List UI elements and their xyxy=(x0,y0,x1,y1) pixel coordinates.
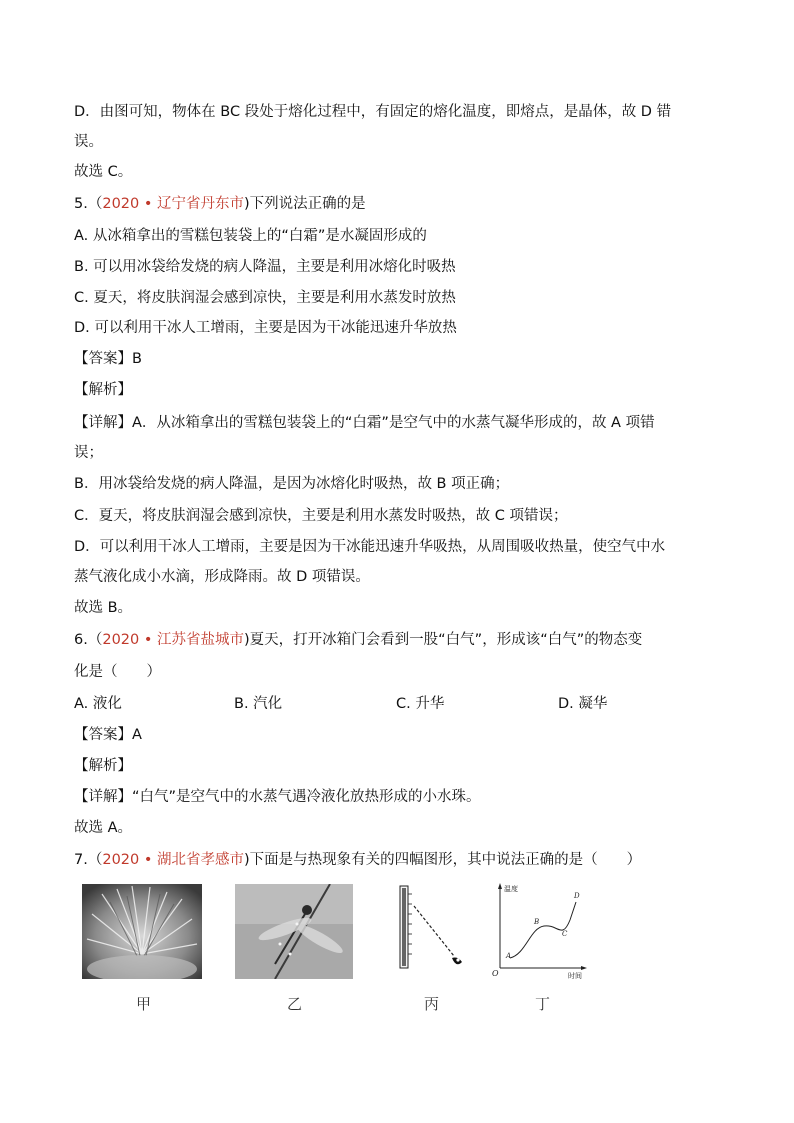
question-5-stem xyxy=(74,194,734,214)
q6-analysis-heading: 【解析】 xyxy=(74,758,132,774)
q6-option-b: B. 汽化 xyxy=(234,696,283,712)
question-number: 6.（ xyxy=(74,632,103,648)
q5-analysis-heading: 【解析】 xyxy=(74,382,132,398)
temperature-time-graph xyxy=(488,880,588,982)
graph-xlabel: 时间 xyxy=(568,972,582,980)
q5-detail-line5: D．可以利用干冰人工增雨，主要是因为干冰能迅速升华吸热，从周围吸收热量，使空气中水 xyxy=(74,539,666,555)
q5-detail-line3: B．用冰袋给发烧的病人降温，是因为冰熔化时吸热，故 B 项正确； xyxy=(74,476,510,492)
q5-option-a: A. 从冰箱拿出的雪糕包装袋上的“白霜”是水凝固形成的 xyxy=(74,228,427,244)
source-tag: 2020 • 湖北省孝感市 xyxy=(102,852,245,868)
graph-point-d: D xyxy=(574,892,580,900)
q5-selection: 故选 B。 xyxy=(74,600,133,616)
prev-selection: 故选 C。 xyxy=(74,164,133,180)
q6-selection: 故选 A。 xyxy=(74,820,133,836)
question-number: 7.（ xyxy=(74,852,103,868)
question-text: )下列说法正确的是 xyxy=(244,196,366,212)
question-text: )下面是与热现象有关的四幅图形，其中说法正确的是（ ） xyxy=(244,852,642,868)
figure-caption-jia: 甲 xyxy=(136,995,152,1013)
graph-point-a: A xyxy=(506,952,512,960)
figure-caption-ding: 丁 xyxy=(535,995,551,1013)
graph-ylabel: 温度 xyxy=(504,885,518,893)
question-7-stem xyxy=(74,850,734,870)
graph-point-c: C xyxy=(562,930,568,938)
q5-detail-line2: 误； xyxy=(74,445,103,461)
prev-answer-d-line1: D．由图可知，物体在 BC 段处于熔化过程中，有固定的熔化温度，即熔点，是晶体，故 D 错 xyxy=(74,104,672,120)
q5-detail-line6: 蒸气液化成小水滴，形成降雨。故 D 项错误。 xyxy=(74,569,370,585)
figure-caption-yi: 乙 xyxy=(287,995,303,1013)
q6-option-d: D. 凝华 xyxy=(558,696,608,712)
figure-caption-bing: 丙 xyxy=(424,995,440,1013)
q6-option-c: C. 升华 xyxy=(396,696,445,712)
question-text: )夏天，打开冰箱门会看到一股“白气”，形成该“白气”的物态变 xyxy=(244,632,643,648)
q5-option-b: B. 可以用冰袋给发烧的病人降温，主要是利用冰熔化时吸热 xyxy=(74,259,456,275)
prev-answer-d-line2: 误。 xyxy=(74,134,103,150)
dragonfly-dew-photo xyxy=(235,884,353,979)
source-tag: 2020 • 辽宁省丹东市 xyxy=(102,196,245,212)
thermometer-eye-diagram xyxy=(392,884,482,979)
q5-detail-line4: C．夏天，将皮肤润湿会感到凉快，主要是利用水蒸发时吸热，故 C 项错误； xyxy=(74,508,568,524)
q6-option-a: A. 液化 xyxy=(74,696,122,712)
q5-detail-line1: 【详解】A．从冰箱拿出的雪糕包装袋上的“白霜”是空气中的水蒸气凝华形成的，故 A 项错 xyxy=(74,415,655,431)
q5-option-d: D. 可以利用干冰人工增雨，主要是因为干冰能迅速升华放热 xyxy=(74,320,457,336)
graph-origin: O xyxy=(492,969,499,978)
question-6-stem-line2: 化是（ ） xyxy=(74,664,161,680)
frost-plant-photo xyxy=(82,884,202,979)
question-number: 5.（ xyxy=(74,196,103,212)
q6-detail-line1: 【详解】“白气”是空气中的水蒸气遇冷液化放热形成的小水珠。 xyxy=(74,789,481,805)
q6-answer: 【答案】A xyxy=(74,727,142,743)
source-tag: 2020 • 江苏省盐城市 xyxy=(102,632,245,648)
q5-option-c: C. 夏天，将皮肤润湿会感到凉快，主要是利用水蒸发时放热 xyxy=(74,290,456,306)
graph-point-b: B xyxy=(534,918,540,926)
q5-answer: 【答案】B xyxy=(74,351,142,367)
question-6-stem xyxy=(74,630,734,650)
